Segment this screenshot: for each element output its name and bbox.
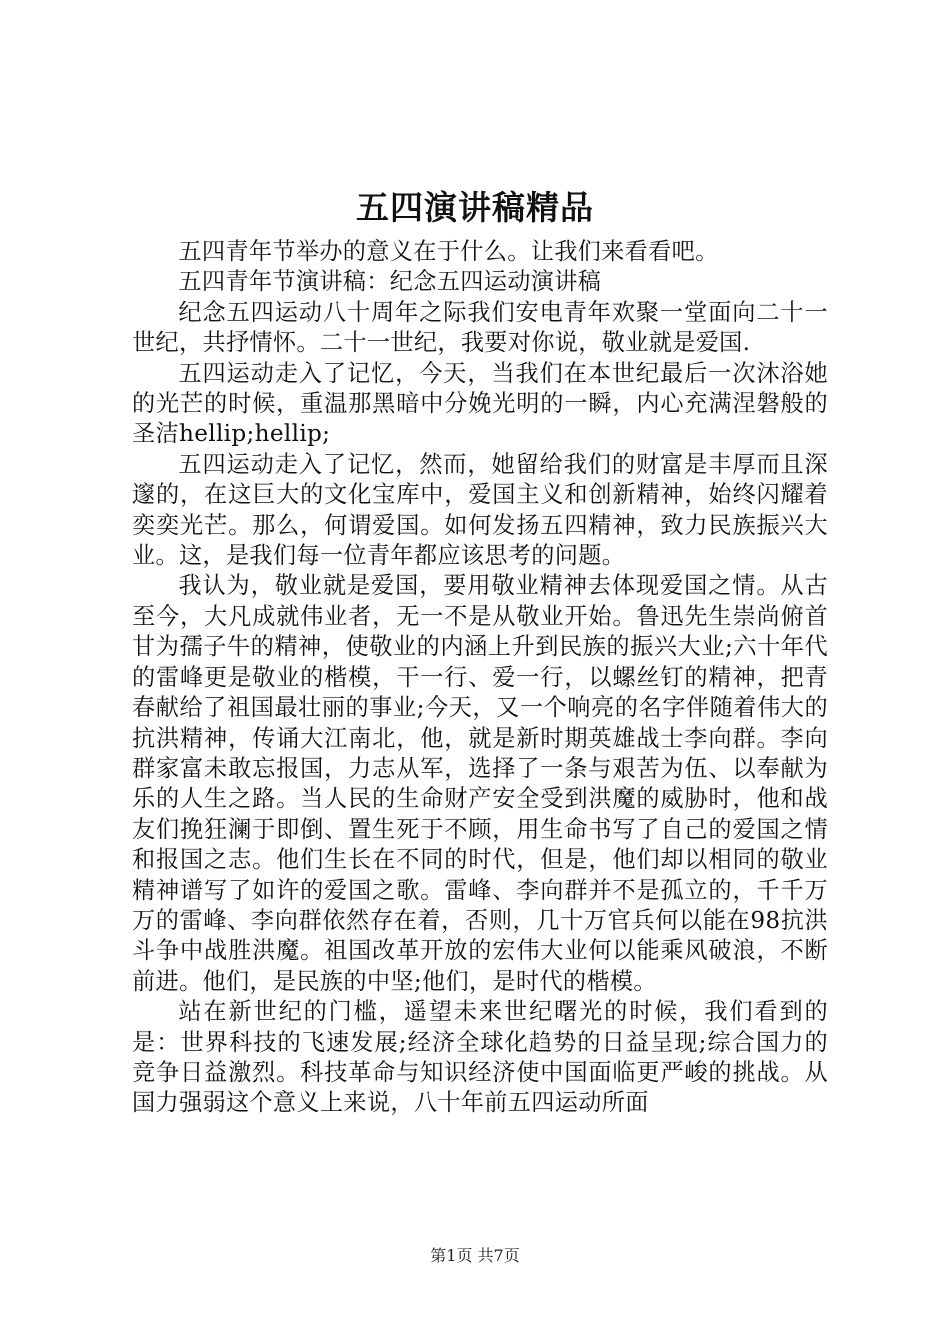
- document-body: [132, 237, 828, 1119]
- paragraph: 站在新世纪的门槛，遥望未来世纪曙光的时候，我们看到的是：世界科技的飞速发展;经济全球化趋势的日益呈现;综合国力的竞争日益激烈。科技革命与知识经济使中国面临更严峻的挑战。从国力强弱这个意义上来说，八十年前五四运动所面: [132, 998, 828, 1117]
- paragraph: 五四青年节演讲稿：纪念五四运动演讲稿: [178, 268, 602, 296]
- paragraph: 纪念五四运动八十周年之际我们安电青年欢聚一堂面向二十一世纪，共抒情怀。二十一世纪，我要对你说，敬业就是爱国.: [132, 298, 828, 357]
- paragraph: 我认为，敬业就是爱国，要用敬业精神去体现爱国之情。从古至今，大凡成就伟业者，无一不是从敬业开始。鲁迅先生崇尚俯首甘为孺子牛的精神，使敬业的内涵上升到民族的振兴大业;六十年代的雷峰更是敬业的楷模，干一行、爱一行，以螺丝钉的精神，把青春献给了祖国最壮丽的事业;今天，又一个响亮的名字伴随着伟大的抗洪精神，传诵大江南北，他，就是新时期英雄战士李向群。李向群家富未敢忘报国，力志从军，选择了一条与艰苦为伍、以奉献为乐的人生之路。当人民的生命财产安全受到洪魔的威胁时，他和战友们挽狂澜于即倒、置生死于不顾，用生命书写了自己的爱国之情和报国之志。他们生长在不同的时代，但是，他们却以相同的敬业精神谱写了如许的爱国之歌。雷峰、李向群并不是孤立的，千千万万的雷峰、李向群依然存在着，否则，几十万官兵何以能在98抗洪斗争中战胜洪魔。祖国改革开放的宏伟大业何以能乘风破浪，不断前进。他们，是民族的中坚;他们，是时代的楷模。: [132, 572, 828, 995]
- paragraph: 五四运动走入了记忆，今天，当我们在本世纪最后一次沐浴她的光芒的时候，重温那黑暗中分娩光明的一瞬，内心充满涅磐般的圣洁hellip;hellip;: [132, 359, 828, 448]
- paragraph: 五四青年节举办的意义在于什么。让我们来看看吧。: [178, 238, 719, 265]
- paragraph: 五四运动走入了记忆，然而，她留给我们的财富是丰厚而且深邃的，在这巨大的文化宝库中，爱国主义和创新精神，始终闪耀着奕奕光芒。那么，何谓爱国。如何发扬五四精神，致力民族振兴大业。这，是我们每一位青年都应该思考的问题。: [132, 450, 828, 570]
- page-number-footer: 第1页 共7页: [430, 1246, 520, 1265]
- document-title: 五四演讲稿精品: [356, 188, 594, 227]
